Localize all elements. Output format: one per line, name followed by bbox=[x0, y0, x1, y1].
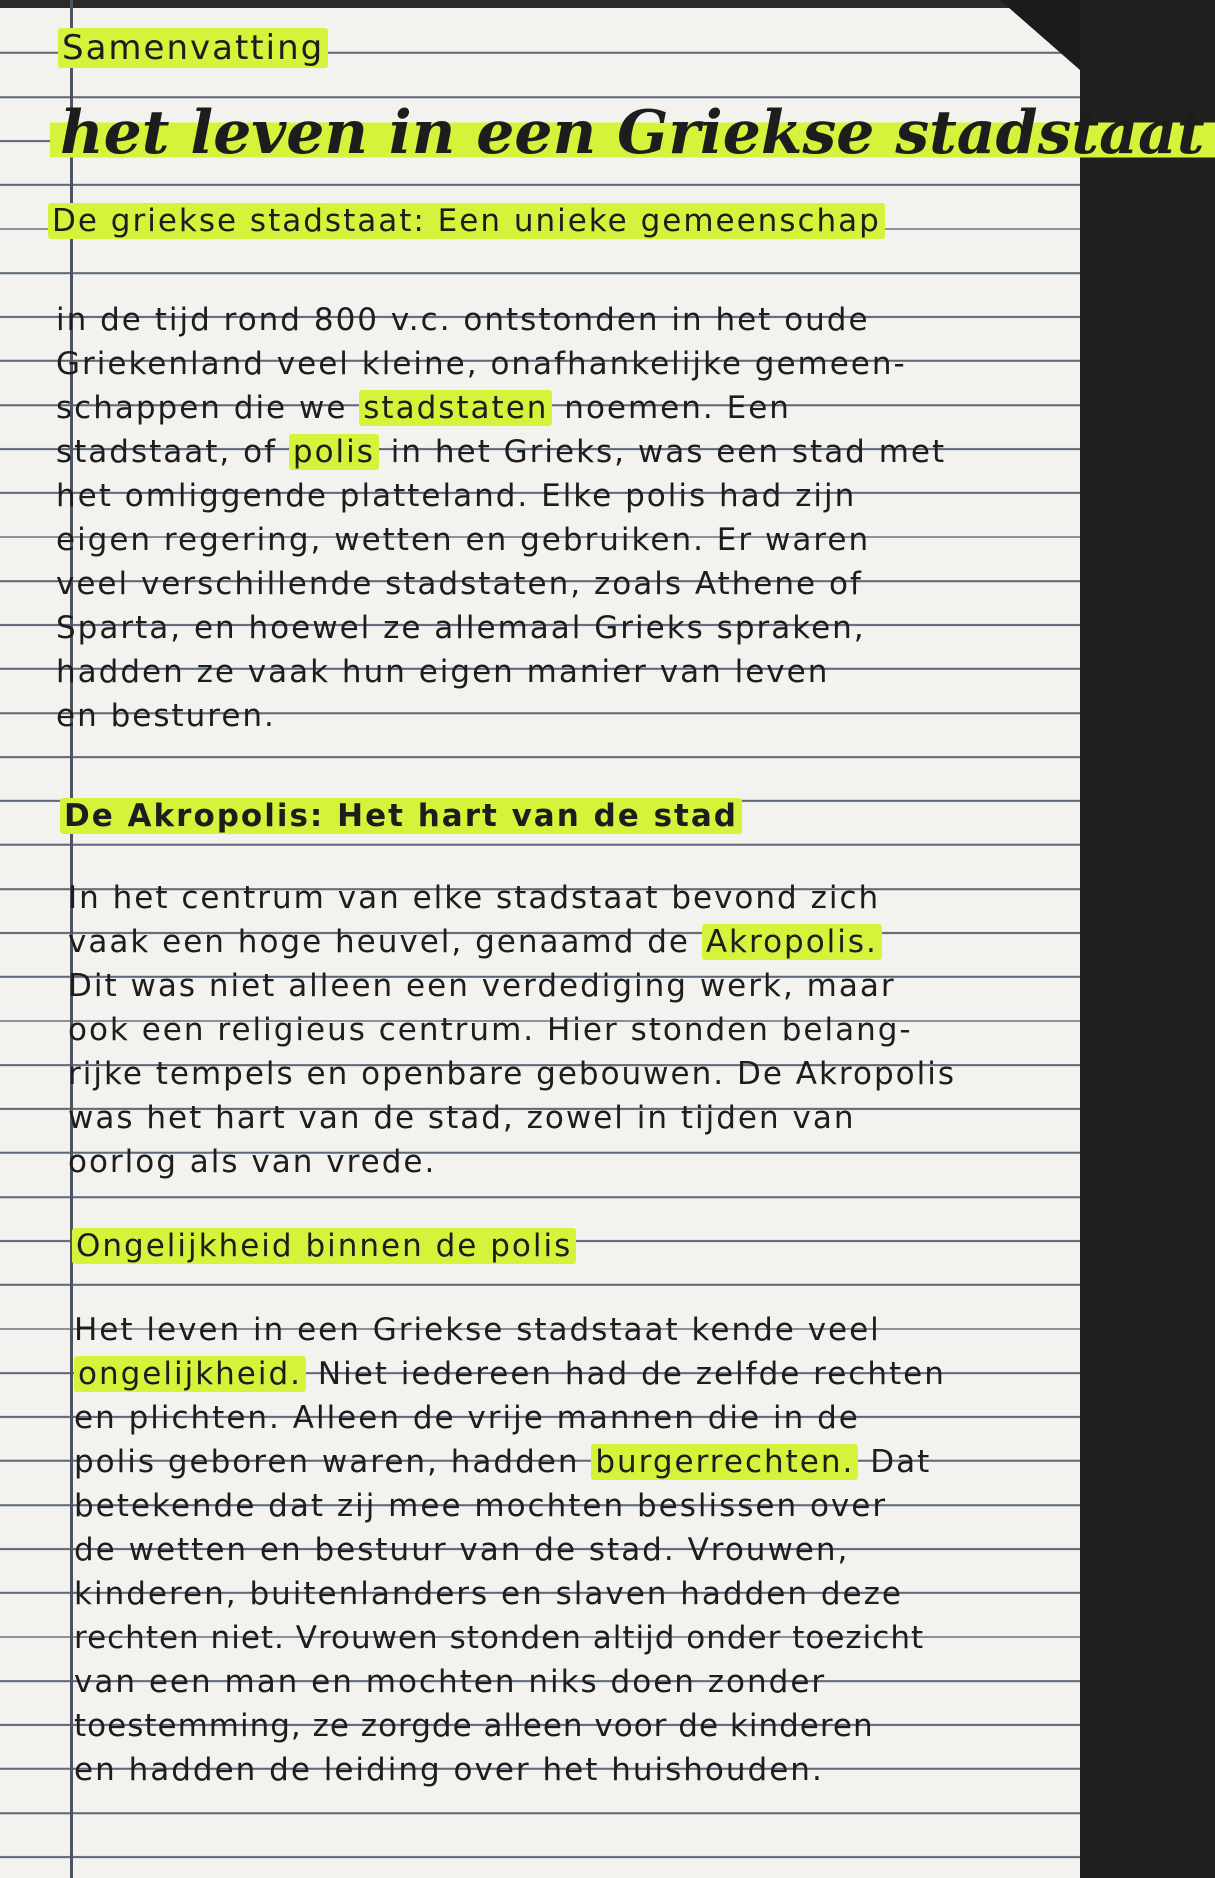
body-line: betekende dat zij mee mochten beslissen over bbox=[74, 1488, 888, 1524]
body-line: de wetten en bestuur van de stad. Vrouwen, bbox=[74, 1532, 850, 1568]
highlight-term: Akropolis. bbox=[702, 924, 882, 960]
page-top-edge bbox=[0, 0, 1080, 8]
body-line: rijke tempels en openbare gebouwen. De Akropolis bbox=[68, 1056, 956, 1092]
body-line: en besturen. bbox=[56, 698, 276, 734]
body-line: en hadden de leiding over het huishouden. bbox=[74, 1752, 824, 1788]
body-line: stadstaat, of polis in het Grieks, was een stad met bbox=[56, 434, 947, 470]
section-heading-1: De griekse stadstaat: Een unieke gemeenschap bbox=[48, 203, 885, 239]
highlight-term: ongelijkheid. bbox=[74, 1356, 306, 1392]
body-line: eigen regering, wetten en gebruiken. Er waren bbox=[56, 522, 871, 558]
body-line: In het centrum van elke stadstaat bevond zich bbox=[68, 880, 881, 916]
body-line: oorlog als van vrede. bbox=[68, 1144, 437, 1180]
body-line: Sparta, en hoewel ze allemaal Grieks spraken, bbox=[56, 610, 866, 646]
body-line: kinderen, buitenlanders en slaven hadden deze bbox=[74, 1576, 903, 1612]
body-line: ook een religieus centrum. Hier stonden belang- bbox=[68, 1012, 913, 1048]
body-line: in de tijd rond 800 v.c. ontstonden in het oude bbox=[56, 302, 870, 338]
highlight-term: polis bbox=[289, 434, 379, 470]
body-line: ongelijkheid. Niet iedereen had de zelfde rechten bbox=[74, 1356, 946, 1392]
body-line: toestemming, ze zorgde alleen voor de kinderen bbox=[74, 1708, 874, 1744]
label-highlight: Samenvatting bbox=[58, 28, 328, 68]
body-line: van een man en mochten niks doen zonder bbox=[74, 1664, 827, 1700]
label-text bbox=[58, 28, 328, 68]
section-heading-3: Ongelijkheid binnen de polis bbox=[72, 1228, 576, 1264]
highlight-term: stadstaten bbox=[359, 390, 552, 426]
body-line: veel verschillende stadstaten, zoals Athene of bbox=[56, 566, 863, 602]
body-line: Dit was niet alleen een verdediging werk, maar bbox=[68, 968, 896, 1004]
body-line: hadden ze vaak hun eigen manier van leven bbox=[56, 654, 830, 690]
highlight-term: burgerrechten. bbox=[591, 1444, 858, 1480]
page-title: het leven in een Griekse stadstaat bbox=[50, 98, 1215, 168]
body-line: Het leven in een Griekse stadstaat kende veel bbox=[74, 1312, 881, 1348]
body-line: polis geboren waren, hadden burgerrechten. Dat bbox=[74, 1444, 932, 1480]
body-line: het omliggende platteland. Elke polis had zijn bbox=[56, 478, 857, 514]
body-line: en plichten. Alleen de vrije mannen die in de bbox=[74, 1400, 860, 1436]
body-line: vaak een hoge heuvel, genaamd de Akropolis. bbox=[68, 924, 882, 960]
page-corner-shadow bbox=[1000, 0, 1080, 70]
body-line: was het hart van de stad, zowel in tijden van bbox=[68, 1100, 856, 1136]
body-line: schappen die we stadstaten noemen. Een bbox=[56, 390, 791, 426]
body-line: rechten niet. Vrouwen stonden altijd onder toezicht bbox=[74, 1620, 925, 1656]
body-line: Griekenland veel kleine, onafhankelijke gemeen- bbox=[56, 346, 907, 382]
section-heading-2: De Akropolis: Het hart van de stad bbox=[60, 798, 742, 834]
